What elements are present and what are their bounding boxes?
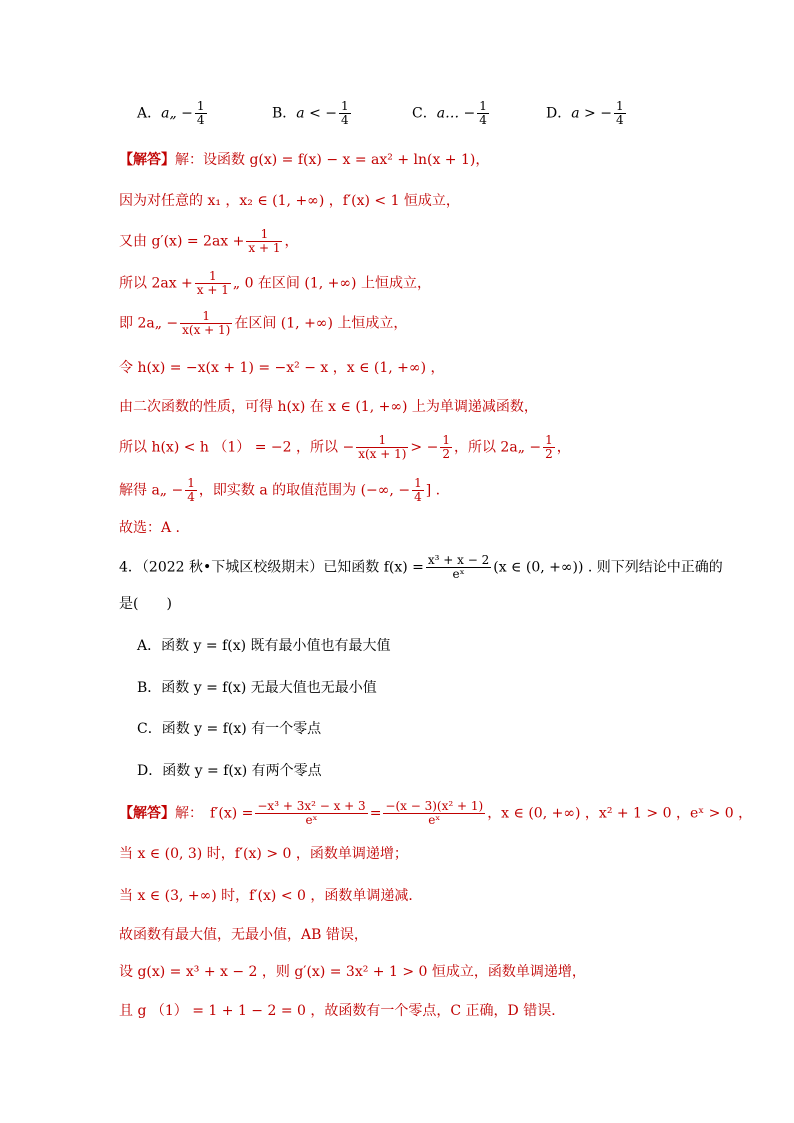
sol3-line-2: 因为对任意的 x₁ ，x₂ ∈ (1, +∞) ，f′(x) < 1 恒成立， xyxy=(119,193,460,209)
q4-option-b: B．函数 y = f(x) 无最大值也无最小值 xyxy=(137,680,377,696)
sol3-line-4: 所以 2ax + $\frac{1}{x + 1}$ „ 0 在区间 (1, +∞) 上恒成立， xyxy=(119,269,431,297)
fraction: $\frac{1}{4}$ xyxy=(341,99,349,127)
q4-option-a: A．函数 y = f(x) 既有最小值也有最大值 xyxy=(137,638,391,654)
sol3-line-6: 令 h(x) = −x(x + 1) = −x² − x ，x ∈ (1, +∞) ， xyxy=(119,360,445,376)
sol3-line-9: 解得 a„ − $\frac{1}{4}$ ，即实数 a 的取值范围为 (−∞, − $\frac{1}{4}$ ] . xyxy=(119,476,441,504)
sol4-line-2: 当 x ∈ (0, 3) 时，f′(x) > 0 ，函数单调递增； xyxy=(119,846,408,862)
option-c: C．a… − $\frac{1}{4}$ xyxy=(412,99,487,127)
option-a: A．a„ − $\frac{1}{4}$ xyxy=(137,99,205,127)
q4-option-c: C．函数 y = f(x) 有一个零点 xyxy=(137,721,322,737)
q4-stem-cont: 是( ) xyxy=(119,596,172,612)
fraction: $\frac{1}{4}$ xyxy=(196,99,205,127)
answer-tag: 【解答】 xyxy=(119,152,175,168)
sol4-line-1: 【解答】解： f′(x) = $\frac{\text{−x³ + 3x² − x + 3}}{\text{eˣ}}$ = $\frac{\text{−(x − 3)(x² + 1)}}{\text{eˣ}}$ ，x ∈ (0, +∞) ，x² + 1 > 0 ，eˣ > 0 ， xyxy=(119,799,753,827)
option-b: B．a < − $\frac{1}{4}$ xyxy=(272,99,349,127)
option-d: D．a > − $\frac{1}{4}$ xyxy=(546,99,624,127)
sol3-line-5: 即 2a„ − $\frac{1}{x(x + 1)}$ 在区间 (1, +∞) 上恒成立， xyxy=(119,309,408,337)
sol3-line-8: 所以 h(x) < h （1） = −2 ，所以 − $\frac{1}{x(x + 1)}$ > − $\frac{1}{2}$ ，所以 2a„ − $\frac{1}{2}$ ， xyxy=(119,433,571,461)
sol4-line-3: 当 x ∈ (3, +∞) 时，f′(x) < 0 ，函数单调递减． xyxy=(119,888,423,904)
q4-stem: 4．（2022 秋•下城区校级期末）已知函数 f(x) = $\frac{\text{x³ + x − 2}}{\text{eˣ}}$ (x ∈ (0, +∞)) . 则下列结论中正确的 xyxy=(119,553,723,581)
fraction: $\frac{1}{4}$ xyxy=(615,99,624,127)
sol3-line-1: 【解答】解：设函数 g(x) = f(x) − x = ax² + ln(x + 1)， xyxy=(119,152,490,168)
q4-option-d: D．函数 y = f(x) 有两个零点 xyxy=(137,763,322,779)
fraction: $\frac{1}{4}$ xyxy=(479,99,487,127)
sol4-line-4: 故函数有最大值，无最小值，AB 错误， xyxy=(119,927,368,943)
sol4-line-6: 且 g （1） = 1 + 1 − 2 = 0 ，故函数有一个零点，C 正确，D 错误． xyxy=(119,1003,566,1019)
answer-tag: 【解答】 xyxy=(119,805,175,822)
sol3-line-7: 由二次函数的性质，可得 h(x) 在 x ∈ (1, +∞) 上为单调递减函数， xyxy=(119,399,538,415)
sol4-line-5: 设 g(x) = x³ + x − 2 ，则 g′(x) = 3x² + 1 > 0 恒成立，函数单调递增， xyxy=(119,964,586,980)
sol3-line-3: 又由 g′(x) = 2ax + $\frac{1}{x + 1}$ ， xyxy=(119,227,299,255)
sol3-line-10: 故选：A . xyxy=(119,520,181,536)
